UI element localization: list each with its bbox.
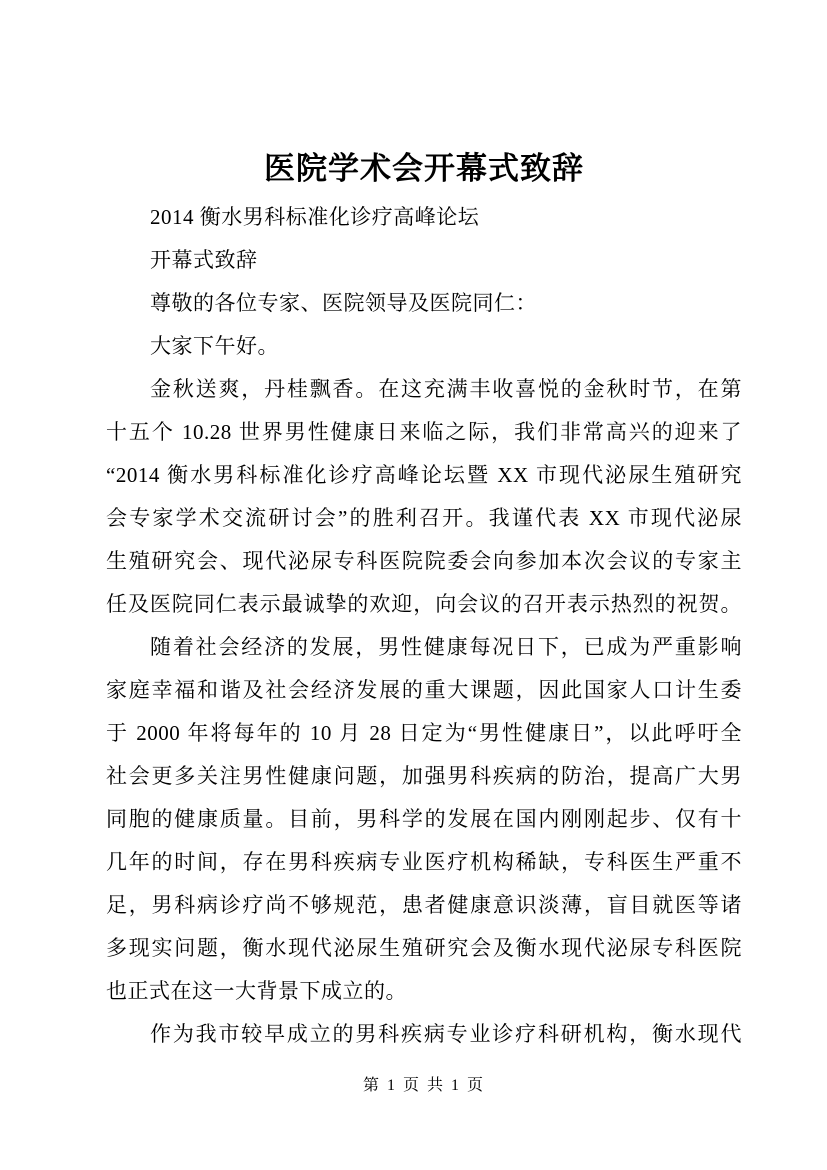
document-line: 生殖研究会、现代泌尿专科医院院委会向参加本次会议的专家主 (106, 549, 742, 573)
document-line: 社会更多关注男性健康问题，加强男科疾病的防治，提高广大男 (106, 764, 742, 788)
document-line: 也正式在这一大背景下成立的。 (106, 979, 407, 1003)
document-line: 家庭幸福和谐及社会经济发展的重大课题，因此国家人口计生委 (106, 678, 742, 702)
document-line: 多现实问题，衡水现代泌尿生殖研究会及衡水现代泌尿专科医院 (106, 936, 742, 960)
document-line: 2014 衡水男科标准化诊疗高峰论坛 (150, 205, 480, 229)
document-title (106, 142, 742, 196)
page-number-footer: 第 1 页 共 1 页 (362, 1077, 485, 1094)
document-line: 金秋送爽，丹桂飘香。在这充满丰收喜悦的金秋时节，在第 (150, 377, 742, 401)
document-line: 开幕式致辞 (150, 248, 258, 272)
document-line: 足，男科病诊疗尚不够规范，患者健康意识淡薄，盲目就医等诸 (106, 893, 742, 917)
document-line: 几年的时间，存在男科疾病专业医疗机构稀缺，专科医生严重不 (106, 850, 742, 874)
document-line: 会专家学术交流研讨会”的胜利召开。我谨代表 XX 市现代泌尿 (106, 506, 742, 530)
document-line: 十五个 10.28 世界男性健康日来临之际，我们非常高兴的迎来了 (106, 420, 742, 444)
document-line: 尊敬的各位专家、医院领导及医院同仁： (150, 291, 537, 315)
document-line: “2014 衡水男科标准化诊疗高峰论坛暨 XX 市现代泌尿生殖研究 (106, 463, 742, 487)
document-line: 作为我市较早成立的男科疾病专业诊疗科研机构，衡水现代 (150, 1022, 742, 1046)
document-line: 任及医院同仁表示最诚挚的欢迎，向会议的召开表示热烈的祝贺。 (106, 592, 742, 616)
document-title-text: 医院学术会开幕式致辞 (264, 151, 584, 186)
document-body (106, 142, 742, 1056)
document-line: 同胞的健康质量。目前，男科学的发展在国内刚刚起步、仅有十 (106, 807, 742, 831)
document-line: 于 2000 年将每年的 10 月 28 日定为“男性健康日”，以此呼吁全 (106, 721, 742, 745)
document-line: 大家下午好。 (150, 334, 279, 358)
document-line: 随着社会经济的发展，男性健康每况日下，已成为严重影响 (150, 635, 742, 659)
